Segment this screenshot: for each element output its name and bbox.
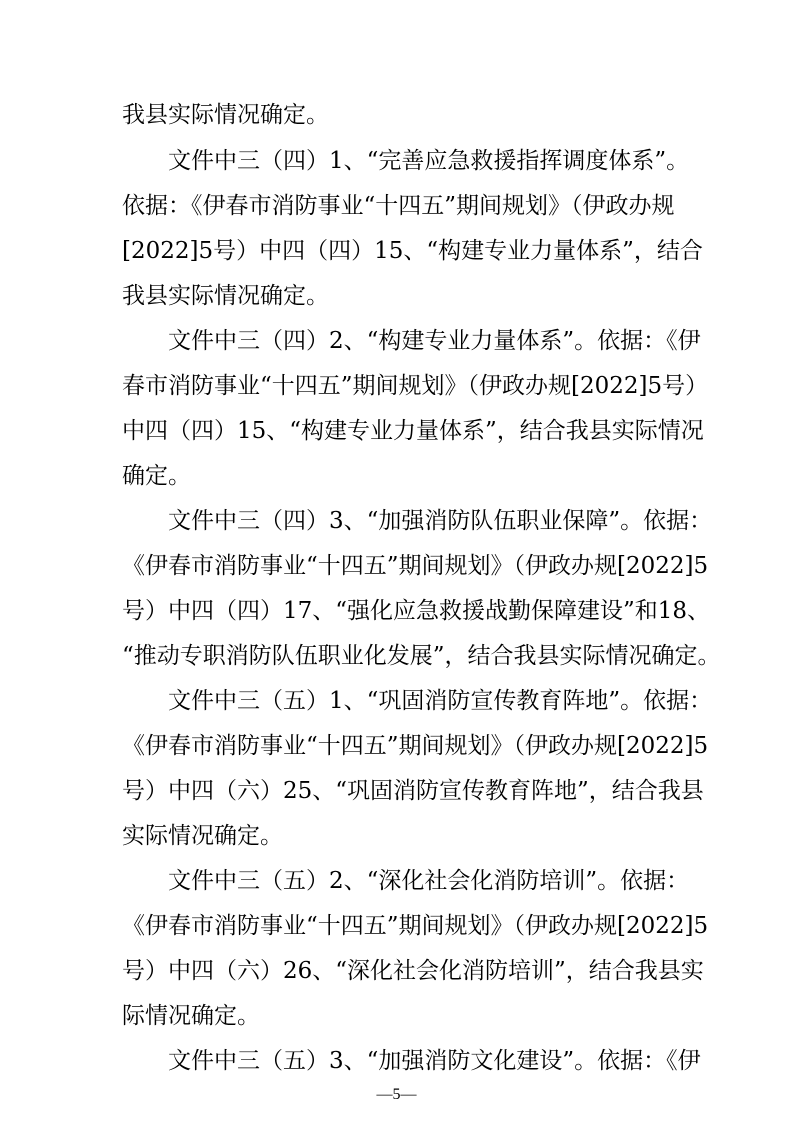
page-number: —5— xyxy=(376,1086,417,1103)
text-line-22: 文件中三（五）3、“加强消防文化建设”。依据：《伊 xyxy=(168,1048,701,1074)
text-line-5: 我县实际情况确定。 xyxy=(122,283,329,309)
text-line-11: 《伊春市消防事业“十四五”期间规划》（伊政办规[2022]5 xyxy=(122,553,709,579)
text-line-17: 实际情况确定。 xyxy=(122,823,283,849)
text-line-18: 文件中三（五）2、“深化社会化消防培训”。依据： xyxy=(168,868,690,894)
text-line-10: 文件中三（四）3、“加强消防队伍职业保障”。依据： xyxy=(168,508,713,534)
text-line-12: 号）中四（四）17、“强化应急救援战勤保障建设”和18、 xyxy=(122,598,711,624)
text-line-3: 依据：《伊春市消防事业“十四五”期间规划》（伊政办规 xyxy=(122,193,675,219)
text-line-8: 中四（四）15、“构建专业力量体系”，结合我县实际情况 xyxy=(122,418,704,444)
text-line-7: 春市消防事业“十四五”期间规划》（伊政办规[2022]5号） xyxy=(122,373,709,399)
text-line-19: 《伊春市消防事业“十四五”期间规划》（伊政办规[2022]5 xyxy=(122,913,709,939)
text-line-14: 文件中三（五）1、“巩固消防宣传教育阵地”。依据： xyxy=(168,688,713,714)
text-line-2: 文件中三（四）1、“完善应急救援指挥调度体系”。 xyxy=(168,148,690,174)
text-line-20: 号）中四（六）26、“深化社会化消防培训”，结合我县实 xyxy=(122,958,704,984)
text-line-21: 际情况确定。 xyxy=(122,1003,260,1029)
text-line-4: [2022]5号）中四（四）15、“构建专业力量体系”，结合 xyxy=(122,238,703,264)
text-line-13: “推动专职消防队伍职业化发展”，结合我县实际情况确定。 xyxy=(122,643,721,669)
text-line-16: 号）中四（六）25、“巩固消防宣传教育阵地”，结合我县 xyxy=(122,778,704,804)
text-line-1: 我县实际情况确定。 xyxy=(122,102,329,128)
text-line-6: 文件中三（四）2、“构建专业力量体系”。依据：《伊 xyxy=(168,328,701,354)
text-line-9: 确定。 xyxy=(122,463,191,489)
text-line-15: 《伊春市消防事业“十四五”期间规划》（伊政办规[2022]5 xyxy=(122,733,709,759)
